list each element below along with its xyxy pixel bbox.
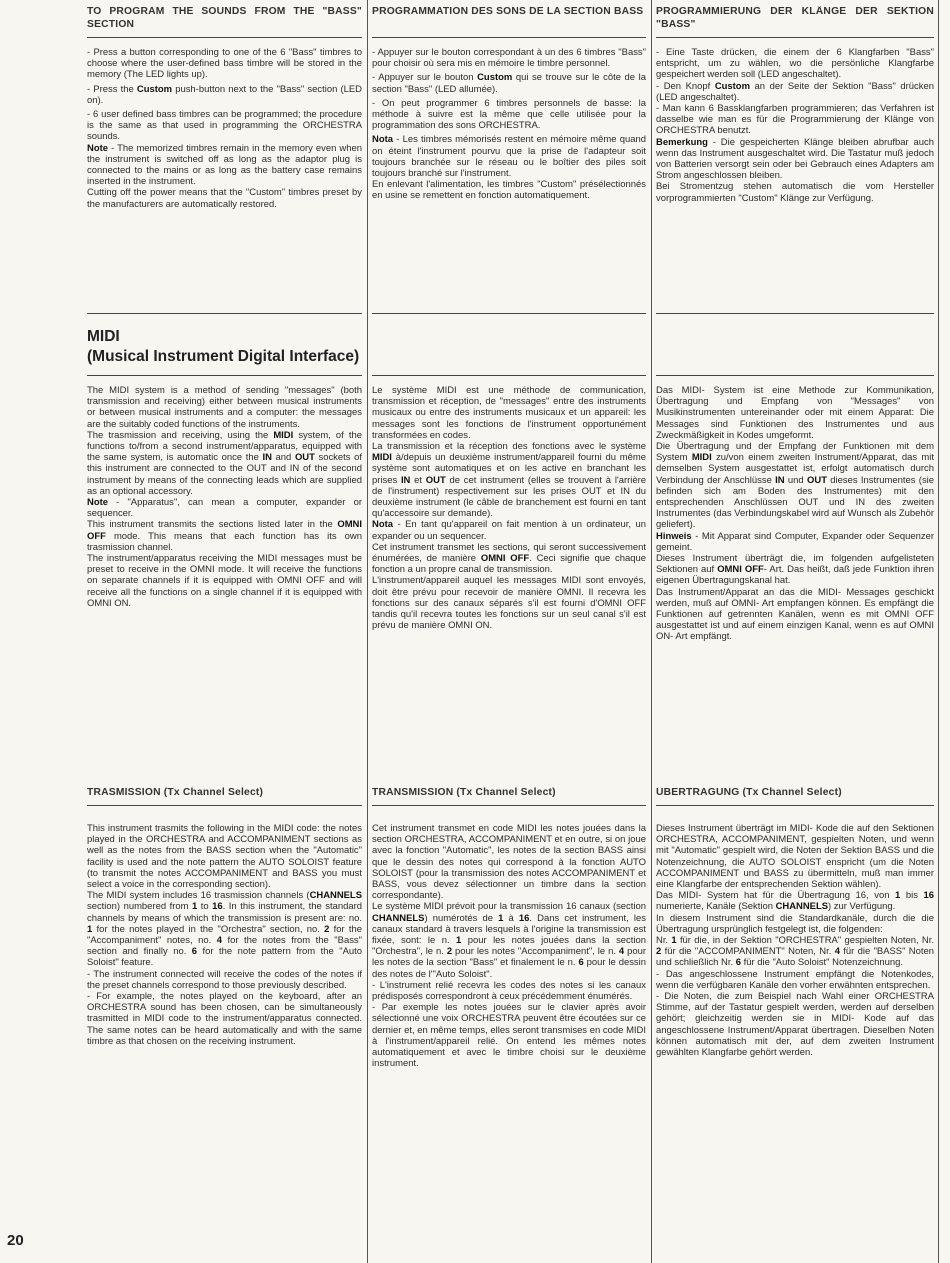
paragraph: Cet instrument transmet en code MIDI les notes jouées dans la section ORCHESTRA, ACCOMPANIMENT et en outre, si on joue avec la fonction "Automatic", les notes de la section BASS ainsi que le dessin des notes qui correspond à la fonction AUTO SOLOIST (pour la transmission des notes ACCOMPANIMENT et BASS, vous devez sélectionner un timbre dans la section correspondante). bbox=[372, 823, 646, 902]
program-bass-text bbox=[372, 47, 646, 305]
section-rule bbox=[656, 313, 934, 314]
midi-title-block bbox=[87, 327, 362, 367]
midi-text bbox=[87, 385, 362, 745]
section-rule bbox=[372, 313, 646, 314]
column-divider bbox=[938, 0, 939, 1263]
paragraph: Nota - Les timbres mémorisés restent en mémoire même quand on éteint l'instrument pourvu que la prise de l'adapteur soit toujours branchée sur le réseau ou le boîtier des piles soit toujours branché sur l'instrument. bbox=[372, 134, 646, 180]
tx-heading-section bbox=[656, 787, 934, 800]
paragraph: L'instrument/appareil auquel les messages MIDI sont envoyés, doit être prévu pour recevoir de manière OMNI. Il recevra les fonctions sur des canaux séparés s'il est fourni d'OMNI OFF tandis qu'il recevra toutes les fonctions sur un seul canal s'il est prévu de manière OMNI ON. bbox=[372, 575, 646, 632]
tx-heading: ÜBERTRAGUNG (Tx Channel Select) bbox=[656, 787, 842, 798]
program-bass-text bbox=[656, 47, 934, 305]
midi-title-rule bbox=[87, 375, 362, 376]
french-column bbox=[372, 0, 646, 1263]
paragraph: Cutting off the power means that the "Custom" timbres preset by the manufacturers are automatically restored. bbox=[87, 187, 362, 210]
program-bass-heading: PROGRAMMATION DES SONS DE LA SECTION BASS bbox=[372, 6, 644, 17]
paragraph: Bemerkung - Die gespeicherten Klänge bleiben abrufbar auch wenn das Instrument ausgeschaltet wird. Die Tastatur muß jedoch von Batterien versorgt sein oder bei Gebrauch eines Adapters am Strom angeschlossen bleiben. bbox=[656, 136, 934, 182]
page-number: 20 bbox=[7, 1232, 24, 1249]
paragraph: The MIDI system is a method of sending "messages" (both transmission and receiving) either between musical instruments or between musical instruments and a computer: the messages are the suitably coded functions of the instruments. bbox=[87, 385, 362, 430]
paragraph: Le système MIDI prévoit pour la transmission 16 canaux (section CHANNELS) numérotés de 1 à 16. Dans cet instrument, les canaux standard à travers lesquels à l'origine la transmission est fixée, sont: le n. 1 pour les notes jouées dans la section "Orchestra", le n. 2 pour les notes "Accompaniment", le n. 4 pour les notes de la section "Bass" et finalement le n. 6 pour le dessin des notes de l'"Auto Soloist". bbox=[372, 901, 646, 980]
paragraph: - Man kann 6 Bassklangfarben programmieren; das Verfahren ist dasselbe wie man es für die Programmierung der Klänge von ORCHESTRA benutzt. bbox=[656, 103, 934, 137]
program-bass-heading: PROGRAMMIERUNG DER KLÄNGE DER SEKTION "BASS" bbox=[656, 6, 934, 30]
paragraph: - 6 user defined bass timbres can be programmed; the procedure is the same as that used in programming the ORCHESTRA sounds. bbox=[87, 109, 362, 143]
tx-heading-rule bbox=[87, 805, 362, 806]
midi-subtitle: (Musical Instrument Digital Interface) bbox=[87, 348, 360, 365]
heading-rule bbox=[372, 37, 646, 38]
paragraph: Dieses Instrument überträgt die, im folgenden aufgelisteten Sektionen auf OMNI OFF- Art. Das heißt, daß jede Funktion ihren eigenen Übertragungskanal hat. bbox=[656, 553, 934, 587]
column-divider bbox=[651, 0, 652, 1263]
tx-text bbox=[372, 823, 646, 1193]
paragraph: Note - "Apparatus", can mean a computer, expander or sequencer. bbox=[87, 497, 362, 520]
tx-text bbox=[87, 823, 362, 1193]
section-rule bbox=[87, 313, 362, 314]
tx-text bbox=[656, 823, 934, 1259]
midi-text bbox=[372, 385, 646, 777]
paragraph: The instrument/apparatus receiving the MIDI messages must be preset to receive in the OMNI mode. It will receive the functions on separate channels if it is equipped with OMNI OFF and will receive all the functions on a single channel if it is equipped with OMNI ON. bbox=[87, 553, 362, 609]
paragraph: Die Übertragung und der Empfang der Funktionen mit dem System MIDI zu/von einem zweiten Instrument/Apparat, das mit demselben System ausgestattet ist, erfolgt automatisch durch Verbindung der Anschlüsse IN und OUT dieses Instrumentes (sie befinden sich am Boden des Instrumentes) mit den entsprechenden Anschlüssen OUT und IN des zweiten Instrumentes (das Verbindungskabel wird auf Wunsch als Zubehör geliefert). bbox=[656, 441, 934, 531]
paragraph: Bei Stromentzug stehen automatisch die vom Hersteller vorprogrammierten "Custom" Klänge zur Verfügung. bbox=[656, 181, 934, 204]
paragraph: - Press a button corresponding to one of the 6 "Bass" timbres to choose where the user-defined bass timbre will be stored in the memory (The LED lights up). bbox=[87, 47, 362, 81]
paragraph: Das MIDI- System hat für die Übertragung 16, von 1 bis 16 numerierte, Kanäle (Sektion CHANNELS) zur Verfügung. bbox=[656, 890, 934, 913]
paragraph: Das MIDI- System ist eine Methode zur Kommunikation, Übertragung und Empfang von "Messages" von Musikinstrumenten untereinander oder mit einem Apparat: Die Messages sind Funktionen des Instrumentes und aus Zweckmäßigkeit in Kodes umgeformt. bbox=[656, 385, 934, 441]
heading-rule bbox=[656, 37, 934, 38]
paragraph: - Das angeschlossene Instrument empfängt die Notenkodes, wenn die verfügbaren Kanäle den vorher erwähnten entsprechen. bbox=[656, 968, 934, 991]
midi-title-rule bbox=[372, 375, 646, 376]
tx-heading-rule bbox=[656, 805, 934, 806]
program-bass-heading-section bbox=[656, 6, 934, 31]
program-bass-heading-section bbox=[87, 6, 362, 31]
program-bass-heading-section bbox=[372, 6, 646, 19]
paragraph: Le système MIDI est une méthode de communication, transmission et réception, de "messages" entre des instruments musicaux ou entre des instruments musicaux et un appareil: les messages sont les fonctions de l'instrument opportunément transformées en codes. bbox=[372, 385, 646, 441]
paragraph: - On peut programmer 6 timbres personnels de basse: la méthode à suivre est la même que celle utilisée pour la programmation des sons ORCHESTRA. bbox=[372, 97, 646, 132]
paragraph: This instrument trasmits the following in the MIDI code: the notes played in the ORCHESTRA and ACCOMPANIMENT sections as well as the notes from the BASS section when the "Automatic" facility is used and the note pattern the AUTO SOLOIST feature (to transmit the notes ACCOMPANIMENT and BASS you must select a voice in the corresponding section). bbox=[87, 823, 362, 891]
paragraph: - For example, the notes played on the keyboard, after an ORCHESTRA sound has been chosen, can be simultaneously trasmitted in MIDI code to the instrument/apparatus connected. The same notes can be heard automatically and with the same timbre as that chosen on the receiving instrument. bbox=[87, 991, 362, 1047]
paragraph: Dieses Instrument überträgt im MIDI- Kode die auf den Sektionen ORCHESTRA, ACCOMPANIMENT, gespielten Noten, und wenn mit "Automatic" gespielt wird, die Noten der Sektion BASS und die Notenzeichnung, die AUTO SOLOIST enspricht (um die Noten ACCOMPANIMENT und BASS zu übermitteln, muß man immer eine Klangfarbe der entsprechenden Sektion wählen). bbox=[656, 823, 934, 891]
paragraph: Nota - En tant qu'appareil on fait mention à un ordinateur, un expander ou un sequencer. bbox=[372, 519, 646, 542]
midi-title: MIDI bbox=[87, 328, 120, 345]
program-bass-heading: TO PROGRAM THE SOUNDS FROM THE "BASS" SECTION bbox=[87, 6, 362, 30]
paragraph: En enlevant l'alimentation, les timbres "Custom" présélectionnés en usine se remettent en fonction automatiquement. bbox=[372, 179, 646, 202]
paragraph: Note - The memorized timbres remain in the memory even when the instrument is switched off as long as the adaptor plug is connected to the mains or as long as the battery case remains inserted in the instrument. bbox=[87, 142, 362, 188]
paragraph: - Appuyer sur le bouton Custom qui se trouve sur le côte de la section "Bass" (LED allumée). bbox=[372, 72, 646, 95]
paragraph: - Par exemple les notes jouées sur le clavier après avoir sélectionné une voix ORCHESTRA peuvent être écoutées sur ce dernier et, en même temps, elles seront transmises en code MIDI à l'instrument/appareil relié. On entend les mêmes notes automatiquement et avec le timbre choisi sur le deuxième instrument. bbox=[372, 1002, 646, 1070]
paragraph: - Press the Custom push-button next to the "Bass" section (LED on). bbox=[87, 83, 362, 106]
paragraph: - Die Noten, die zum Beispiel nach Wahl einer ORCHESTRA Stimme, auf der Tastatur gespielt werden, werden auf derselben gehört; gleichzeitig werden sie in MIDI- Kode auf das angeschlossene Instrument/Apparat übertragen. Dieselben Noten können automatisch mit der, auf dem zweiten Instrument gewählten Klangfarbe gehört werden. bbox=[656, 991, 934, 1059]
tx-heading: TRANSMISSION (Tx Channel Select) bbox=[372, 787, 556, 798]
tx-heading: TRASMISSION (Tx Channel Select) bbox=[87, 787, 264, 798]
paragraph: - The instrument connected will receive the codes of the notes if the preset channels correspond to those previously described. bbox=[87, 968, 362, 991]
paragraph: - Appuyer sur le bouton correspondant à un des 6 timbres "Bass" pour choisir où sera mis en mémoire le timbre personnel. bbox=[372, 47, 646, 70]
english-column bbox=[87, 0, 362, 1263]
paragraph: Hinweis - Mit Apparat sind Computer, Expander oder Sequenzer gemeint. bbox=[656, 530, 934, 553]
paragraph: Das Instrument/Apparat an das die MIDI- Messages geschickt werden, muß auf OMNI- Art empfangen können. Es empfängt die Funktionen auf getrennten Kanälen, wenn es mit OMNI OFF ausgestattet ist und auf einem einzigen Kanal, wenn es auf OMNI ON- Art empfängt. bbox=[656, 586, 934, 643]
tx-heading-rule bbox=[372, 805, 646, 806]
paragraph: - Eine Taste drücken, die einem der 6 Klangfarben "Bass" entspricht, um zu wählen, wo die persönliche Klangfarbe gespeichert werden soll (LED angeschaltet). bbox=[656, 47, 934, 81]
german-column bbox=[656, 0, 934, 1263]
paragraph: This instrument transmits the sections listed later in the OMNI OFF mode. This means that each function has its own trasmission channel. bbox=[87, 519, 362, 553]
paragraph: - L'instrument relié recevra les codes des notes si les canaux prédisposés correspondront à ceux précédemment énumérés. bbox=[372, 979, 646, 1003]
paragraph: - Den Knopf Custom an der Seite der Sektion "Bass" drücken (LED angeschaltet). bbox=[656, 80, 934, 103]
paragraph: La transmission et la réception des fonctions avec le système MIDI à/depuis un deuxième instrument/appareil fourni du même système sont automatiques et on les active en branchant les prises IN et OUT de cet instrument (elles se trouvent à l'arrière de l'instrument) respectivement sur les prises OUT et IN du deuxième instrument (le câble de branchement est fourni en tant qu'accessoire sur demande). bbox=[372, 441, 646, 520]
heading-rule bbox=[87, 37, 362, 38]
paragraph: The MIDI system includes 16 trasmission channels (CHANNELS section) numbered from 1 to 16. In this instrument, the standard channels by means of which the transmission is present are: no. 1 for the notes played in the "Orchestra" section, no. 2 for the "Accompaniment" notes, no. 4 for the notes from the "Bass" section and finally no. 6 for the note pattern from the "Auto Soloist" feature. bbox=[87, 890, 362, 969]
program-bass-text bbox=[87, 47, 362, 295]
tx-heading-section bbox=[372, 787, 646, 800]
column-divider bbox=[367, 0, 368, 1263]
tx-heading-section bbox=[87, 787, 362, 800]
paragraph: The trasmission and receiving, using the MIDI system, of the functions to/from a second instrument/apparatus, equipped with the same system, is automatic once the IN and OUT sockets of this instrument are connected to the OUT and IN of the second instrument by means of the connecting leads which are supplied as an optional accessory. bbox=[87, 429, 362, 497]
midi-title-rule bbox=[656, 375, 934, 376]
paragraph: In diesem Instrument sind die Standardkanäle, durch die die Übertragung ursprünglich festgelegt ist, die folgenden: bbox=[656, 912, 934, 935]
paragraph: Nr. 1 für die, in der Sektion "ORCHESTRA" gespielten Noten, Nr. 2 für die "ACCOMPANIMENT" Noten, Nr. 4 für die "BASS" Noten und schließlich Nr. 6 für die "Auto Soloist" Notenzeichnung. bbox=[656, 935, 934, 969]
midi-text bbox=[656, 385, 934, 777]
paragraph: Cet instrument transmet les sections, qui seront successivement énumérées, de manière OMNI OFF. Ceci signifie que chaque fonction a un propre canal de transmission. bbox=[372, 541, 646, 576]
